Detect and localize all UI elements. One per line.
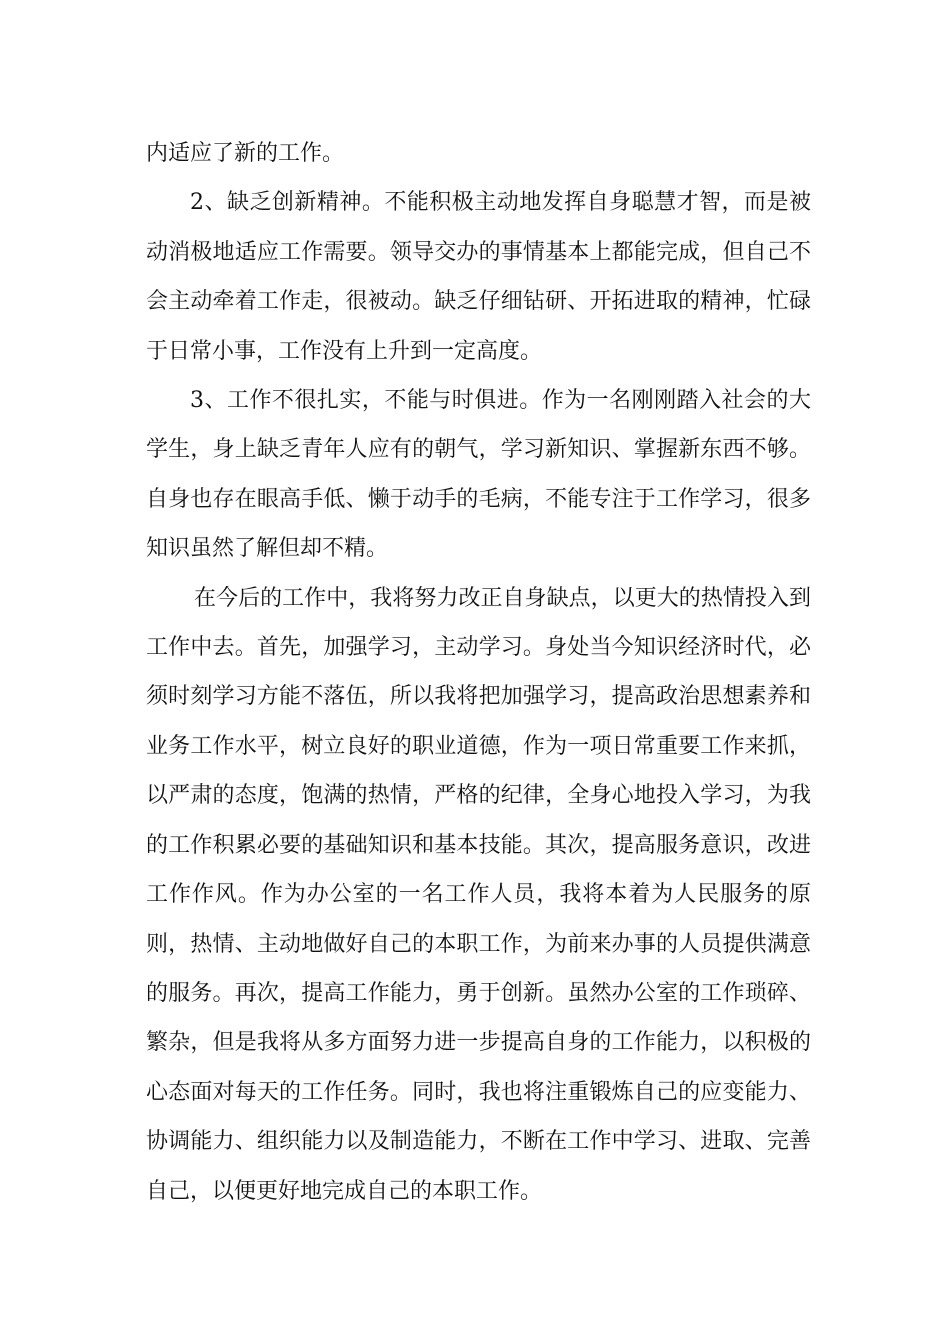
paragraph-point-3: 3、工作不很扎实，不能与时俱进。作为一名刚刚踏入社会的大学生，身上缺乏青年人应有的朝气，学习新知识、掌握新东西不够。自身也存在眼高手低、懒于动手的毛病，不能专注于工作学习，很多知识虽然了解但却不精。 — [146, 388, 811, 562]
paragraph-continuation: 内适应了新的工作。 — [146, 141, 345, 166]
paragraph-future-plans: 在今后的工作中，我将努力改正自身缺点，以更大的热情投入到工作中去。首先，加强学习，主动学习。身处当今知识经济时代，必须时刻学习方能不落伍，所以我将把加强学习，提高政治思想素养和业务工作水平，树立良好的职业道德，作为一项日常重要工作来抓，以严肃的态度，饱满的热情，严格的纪律，全身心地投入学习，为我的工作积累必要的基础知识和基本技能。其次，提高服务意识，改进工作作风。作为办公室的一名工作人员，我将本着为人民服务的原则，热情、主动地做好自己的本职工作，为前来办事的人员提供满意的服务。再次，提高工作能力，勇于创新。虽然办公室的工作琐碎、繁杂，但是我将从多方面努力进一步提高自身的工作能力，以积极的心态面对每天的工作任务。同时，我也将注重锻炼自己的应变能力、协调能力、组织能力以及制造能力，不断在工作中学习、进取、完善自己，以便更好地完成自己的本职工作。 — [146, 585, 811, 1204]
paragraph-point-2: 2、缺乏创新精神。不能积极主动地发挥自身聪慧才智，而是被动消极地适应工作需要。领导交办的事情基本上都能完成，但自己不会主动牵着工作走，很被动。缺乏仔细钻研、开拓进取的精神，忙碌于日常小事，工作没有上升到一定高度。 — [146, 190, 811, 364]
document-body — [146, 129, 811, 1216]
